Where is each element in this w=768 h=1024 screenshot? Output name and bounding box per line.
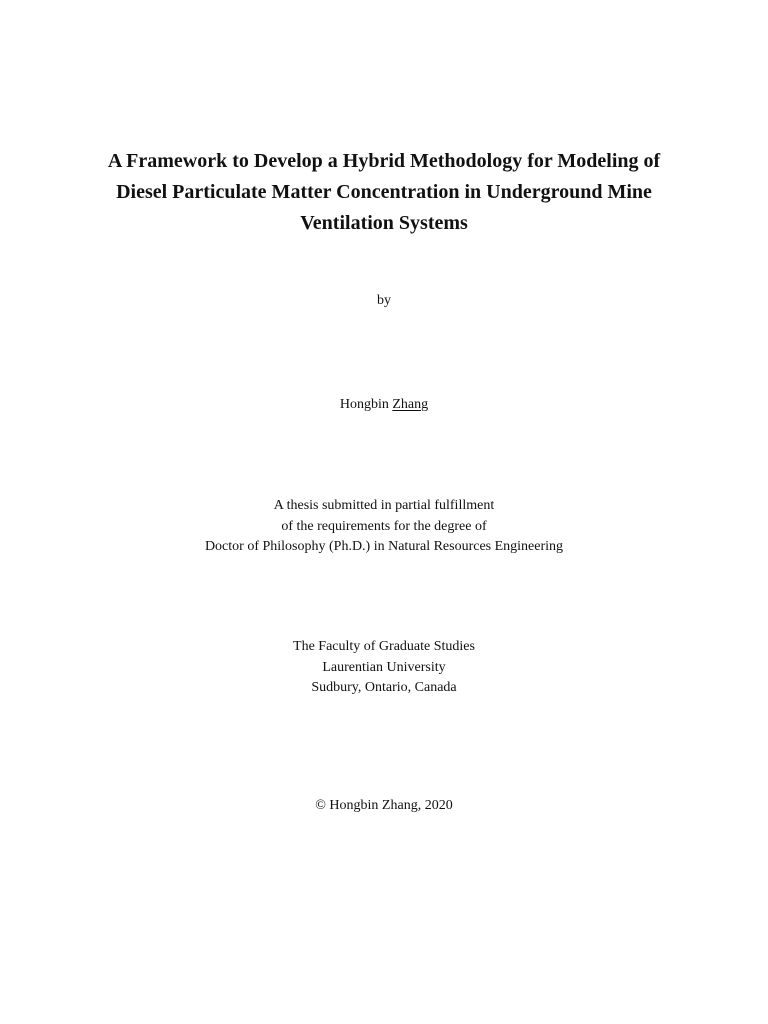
thesis-title-line: Diesel Particulate Matter Concentration in Underground Mine <box>116 181 652 203</box>
thesis-statement <box>0 496 768 558</box>
author-name <box>0 396 768 414</box>
institution-line: The Faculty of Graduate Studies <box>293 639 475 654</box>
copyright-notice: © Hongbin Zhang, 2020 <box>315 798 453 813</box>
author-surname: Zhang <box>392 397 429 412</box>
institution-line: Sudbury, Ontario, Canada <box>311 680 457 695</box>
thesis-title <box>90 146 678 239</box>
thesis-statement-line: of the requirements for the degree of <box>281 518 487 534</box>
author-given-name: Hongbin <box>339 397 389 412</box>
by-label: by <box>377 293 391 308</box>
thesis-title-line: A Framework to Develop a Hybrid Methodology for Modeling of <box>107 150 661 172</box>
institution-line: Laurentian University <box>322 659 446 675</box>
thesis-title-line: Ventilation Systems <box>300 212 468 234</box>
thesis-statement-line: A thesis submitted in partial fulfillment <box>273 498 495 513</box>
institution-block <box>0 637 768 699</box>
thesis-statement-line: Doctor of Philosophy (Ph.D.) in Natural Resources Engineering <box>204 539 564 554</box>
